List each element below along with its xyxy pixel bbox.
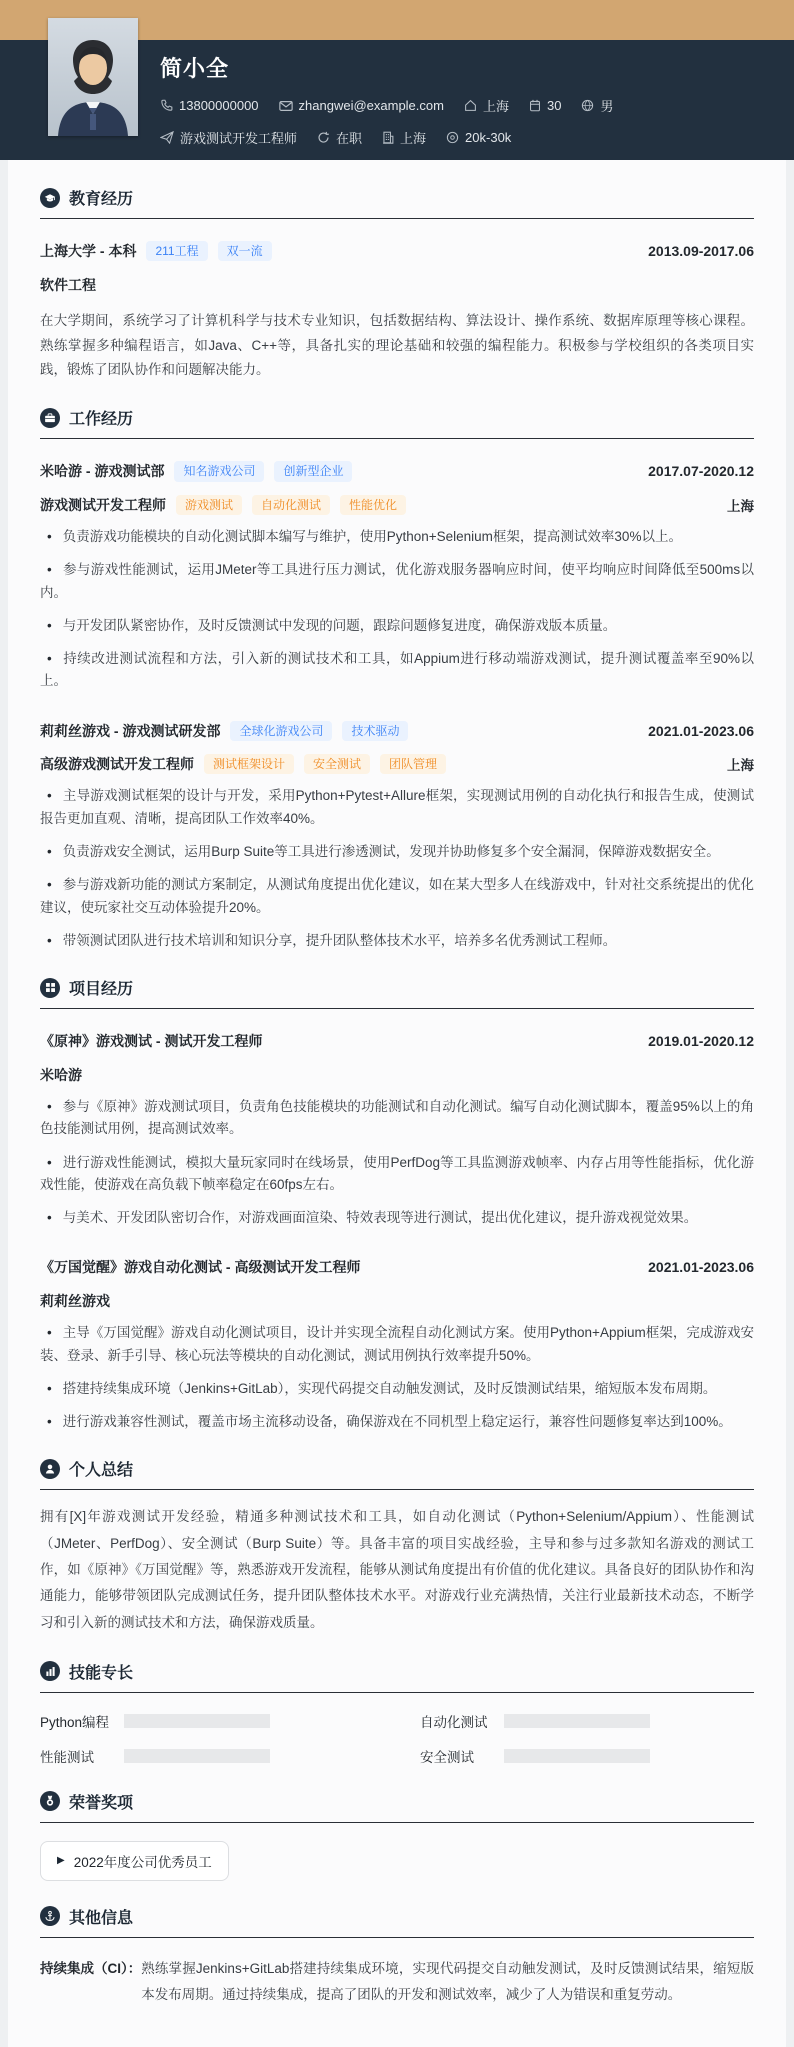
resume-header [0, 40, 794, 160]
other-info-label: 持续集成（CI）： [40, 1960, 142, 1976]
major-name: 软件工程 [40, 277, 96, 294]
section-title: 技能专长 [69, 1664, 134, 1682]
project-entry [40, 1031, 754, 1229]
other-info-item [40, 1956, 754, 2007]
work-entry [40, 461, 754, 692]
education-entry [40, 241, 754, 382]
work-bullet: • 与开发团队紧密协作，及时反馈测试中发现的问题，跟踪问题修复进度，确保游戏版本质量。 [47, 617, 617, 633]
city-value: 上海 [400, 131, 427, 146]
gender-icon [581, 99, 594, 112]
work-bullet: • 主导游戏测试框架的设计与开发，采用Python+Pytest+Allure框架，实现测试用例的自动化执行和报告生成，使测试报告更加直观、清晰，提高团队工作效率40%。 [40, 788, 754, 826]
skill-row [420, 1711, 754, 1731]
section-education [40, 162, 754, 209]
skill-bar [504, 1749, 650, 1763]
project-bullet: • 进行游戏兼容性测试，覆盖市场主流移动设备，确保游戏在不同机型上稳定运行，兼容性问题修复率达到100%。 [47, 1414, 732, 1430]
section-title: 工作经历 [69, 411, 134, 429]
status-icon [317, 131, 330, 144]
section-work [40, 382, 754, 429]
age-item [529, 98, 561, 113]
skill-label: Python编程 [40, 1714, 110, 1730]
section-divider [40, 1692, 754, 1693]
gender-value: 男 [600, 99, 614, 114]
role-tag: 测试框架设计 [204, 754, 294, 774]
hometown-item [464, 96, 509, 115]
education-date: 2013.09-2017.06 [648, 243, 754, 260]
age-icon [529, 99, 541, 112]
skill-row [420, 1746, 754, 1766]
role-tag: 自动化测试 [252, 495, 330, 515]
company-tag: 创新型企业 [274, 461, 352, 481]
skill-row [40, 1711, 374, 1731]
honor-item-label: 2022年度公司优秀员工 [73, 1854, 212, 1870]
project-bullet: • 搭建持续集成环境（Jenkins+GitLab），实现代码提交自动触发测试，及时反馈测试结果，缩短版本发布周期。 [47, 1380, 717, 1396]
medal-icon [40, 1791, 60, 1811]
anchor-icon [40, 1906, 60, 1926]
project-company: 莉莉丝游戏 [40, 1293, 110, 1310]
job-status-value: 在职 [336, 131, 363, 146]
work-location: 上海 [727, 758, 754, 774]
section-title: 荣誉奖项 [69, 1794, 134, 1812]
work-date: 2021.01-2023.06 [648, 722, 754, 739]
section-summary [40, 1433, 754, 1480]
email-item [279, 98, 444, 113]
section-title: 教育经历 [69, 191, 134, 208]
company-tag: 全球化游戏公司 [230, 721, 332, 741]
work-bullet: • 参与游戏性能测试，运用JMeter等工具进行压力测试，优化游戏服务器响应时间，使平均响应时间降低至500ms以内。 [40, 562, 754, 600]
work-bullet: • 持续改进测试流程和方法，引入新的测试技术和工具，如Appium进行移动端游戏测试，提升测试覆盖率至90%以上。 [40, 651, 754, 689]
person-icon [40, 1459, 60, 1479]
salary-item [446, 130, 511, 145]
salary-icon [446, 131, 459, 144]
phone-item [160, 98, 259, 113]
paper-plane-icon [160, 131, 174, 144]
skill-label: 自动化测试 [420, 1714, 488, 1730]
salary-value: 20k-30k [465, 130, 512, 145]
work-bullet: • 负责游戏安全测试，运用Burp Suite等工具进行渗透测试，发现并协助修复多个安全漏洞，保障游戏数据安全。 [47, 843, 720, 859]
section-divider [40, 1008, 754, 1009]
job-title-item [160, 128, 297, 147]
role-tag: 安全测试 [304, 754, 370, 774]
section-title: 个人总结 [69, 1462, 134, 1480]
section-honors [40, 1766, 754, 1813]
skills-grid [40, 1711, 754, 1766]
school-name: 上海大学 - 本科 [40, 243, 137, 260]
skill-bar [124, 1714, 270, 1728]
role-tag: 游戏测试 [176, 495, 242, 515]
section-divider [40, 218, 754, 219]
home-icon [464, 99, 477, 112]
work-bullet: • 参与游戏新功能的测试方案制定，从测试角度提出优化建议，如在某大型多人在线游戏中，针对社交系统提出的优化建议，使玩家社交互动体验提升20%。 [40, 877, 754, 915]
bar-chart-icon [40, 1661, 60, 1681]
project-bullet: • 进行游戏性能测试，模拟大量玩家同时在线场景，使用PerfDog等工具监测游戏帧率、内存占用等性能指标，优化游戏性能，使游戏在高负载下帧率稳定在60fps左右。 [40, 1154, 754, 1192]
email-icon [279, 100, 293, 112]
skill-label: 安全测试 [420, 1749, 474, 1765]
summary-text: 拥有[X]年游戏测试开发经验，精通多种测试技术和工具，如自动化测试（Python+Selenium/Appium）、性能测试（JMeter、PerfDog）、安全测试（Burp Suite）等。具备丰富的项目实战经验，主导和参与过多款知名游戏的测试工作，如《原神》《万国觉醒》等，熟悉游戏开发流程，能够从测试角度提出有价值的优化建议。具备良好的团队协作和沟通能力，能够带领团队完成测试任务，提升团队整体技术水平。对游戏行业充满热情，关注行业最新技术动态，不断学习和引入新的测试技术和方法，确保游戏质量。 [40, 1509, 754, 1630]
company-tag: 技术驱动 [342, 721, 408, 741]
role-tag: 团队管理 [380, 754, 446, 774]
education-tag: 双一流 [218, 241, 272, 261]
project-name: 《原神》游戏测试 - 测试开发工程师 [40, 1033, 263, 1050]
section-divider [40, 1822, 754, 1823]
section-other [40, 1881, 754, 1928]
work-entry [40, 721, 754, 952]
phone-icon [160, 99, 173, 112]
honor-item-expander[interactable] [40, 1841, 229, 1881]
work-bullet: • 负责游戏功能模块的自动化测试脚本编写与维护，使用Python+Selenium框架，提高测试效率30%以上。 [47, 529, 682, 545]
section-projects [40, 952, 754, 999]
briefcase-icon [40, 408, 60, 428]
contact-row-2 [160, 128, 794, 147]
city-item [382, 128, 426, 147]
project-name: 《万国觉醒》游戏自动化测试 - 高级测试开发工程师 [40, 1259, 361, 1276]
project-date: 2021.01-2023.06 [648, 1259, 754, 1276]
contact-row-1 [160, 96, 794, 115]
grid-icon [40, 978, 60, 998]
work-date: 2017.07-2020.12 [648, 463, 754, 480]
section-title: 其他信息 [69, 1909, 134, 1927]
education-description: 在大学期间，系统学习了计算机科学与技术专业知识，包括数据结构、算法设计、操作系统、数据库原理等核心课程。熟练掌握多种编程语言，如Java、C++等，具备扎实的理论基础和较强的编程能力。积极参与学校组织的各类项目实践，锻炼了团队协作和问题解决能力。 [40, 313, 754, 377]
work-bullet: • 带领测试团队进行技术培训和知识分享，提升团队整体技术水平，培养多名优秀测试工程师。 [47, 932, 617, 948]
section-skills [40, 1636, 754, 1683]
work-location: 上海 [727, 498, 754, 514]
project-bullet: • 主导《万国觉醒》游戏自动化测试项目，设计并实现全流程自动化测试方案。使用Python+Appium框架，完成游戏安装、登录、新手引导、核心玩法等模块的自动化测试，测试用例执行效率提升50%。 [40, 1325, 754, 1363]
section-divider [40, 1937, 754, 1938]
section-divider [40, 1489, 754, 1490]
phone-value: 13800000000 [179, 98, 259, 113]
company-tag: 知名游戏公司 [174, 461, 264, 481]
skill-bar [124, 1749, 270, 1763]
resume-body [8, 160, 786, 2047]
project-bullet: • 与美术、开发团队密切合作，对游戏画面渲染、特效表现等进行测试，提出优化建议，提升游戏视觉效果。 [47, 1210, 698, 1226]
role-title: 高级游戏测试开发工程师 [40, 756, 194, 773]
graduation-cap-icon [40, 188, 60, 208]
section-divider [40, 438, 754, 439]
company-name: 莉莉丝游戏 - 游戏测试研发部 [40, 722, 221, 739]
gender-item [581, 96, 613, 115]
hometown-value: 上海 [482, 99, 509, 114]
project-entry [40, 1257, 754, 1433]
job-title-value: 游戏测试开发工程师 [180, 131, 298, 146]
candidate-name: 简小全 [160, 56, 230, 81]
skill-row [40, 1746, 374, 1766]
section-title: 项目经历 [69, 981, 134, 999]
skill-label: 性能测试 [40, 1749, 94, 1765]
age-value: 30 [546, 98, 562, 113]
skill-bar [504, 1714, 650, 1728]
email-value: zhangwei@example.com [298, 98, 444, 113]
education-tag: 211工程 [146, 241, 207, 261]
building-icon [382, 131, 394, 144]
project-date: 2019.01-2020.12 [648, 1033, 754, 1050]
other-info-text: 熟练掌握Jenkins+GitLab搭建持续集成环境，实现代码提交自动触发测试，及时反馈测试结果，缩短版本发布周期。通过持续集成，提高了团队的开发和测试效率，减少了人为错误和重复劳动。 [141, 1960, 754, 2002]
caret-right-icon: ▶ [57, 1855, 65, 1867]
project-bullet: • 参与《原神》游戏测试项目，负责角色技能模块的功能测试和自动化测试。编写自动化测试脚本，覆盖95%以上的角色技能测试用例，提高测试效率。 [40, 1099, 754, 1137]
profile-photo-placeholder [48, 18, 138, 136]
role-title: 游戏测试开发工程师 [40, 496, 166, 513]
profile-photo [48, 18, 138, 136]
role-tag: 性能优化 [340, 495, 406, 515]
company-name: 米哈游 - 游戏测试部 [40, 463, 165, 480]
project-company: 米哈游 [40, 1067, 82, 1084]
job-status-item [317, 128, 362, 147]
